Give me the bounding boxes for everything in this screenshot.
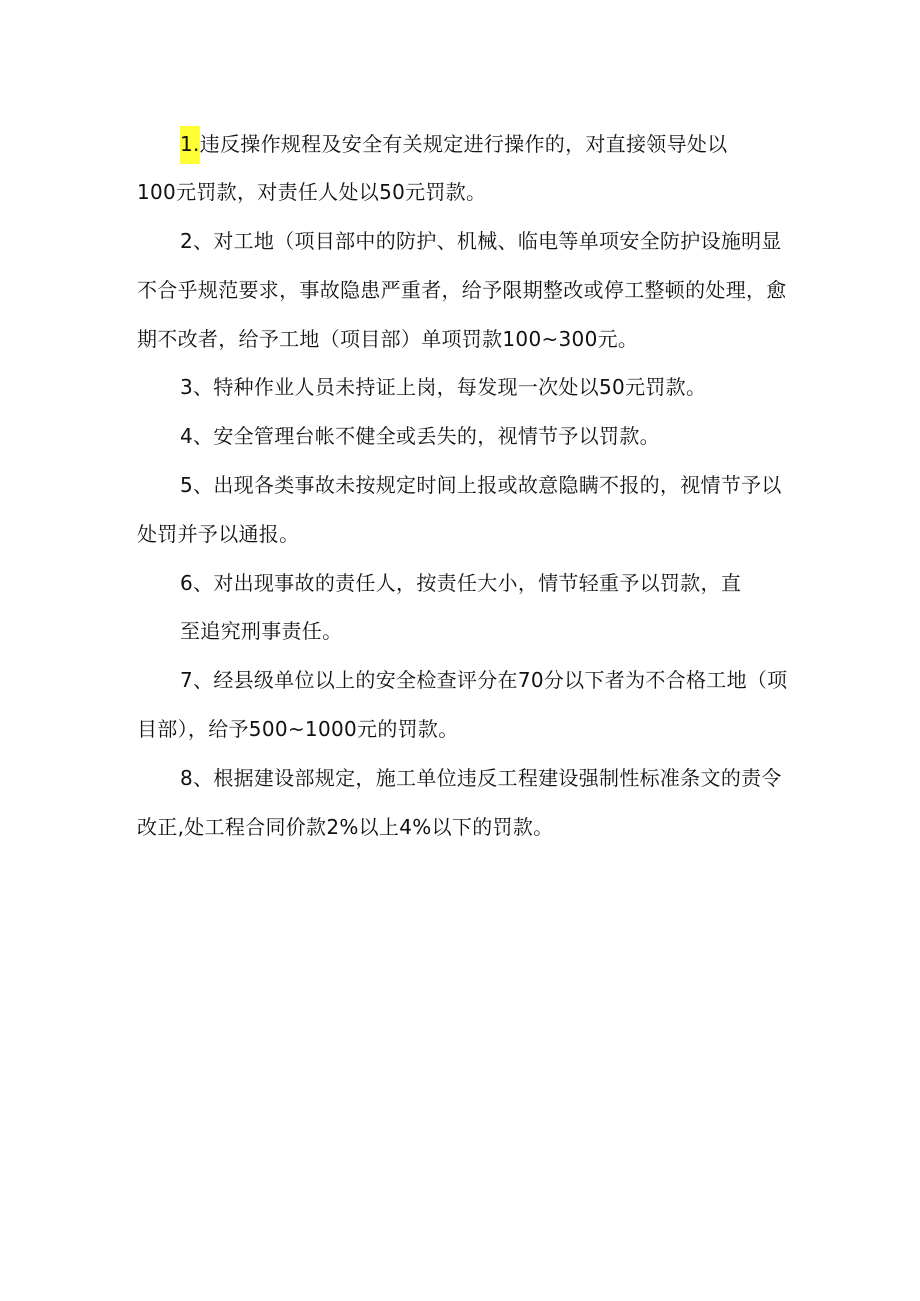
item-6-line-1: 6、对出现事故的责任人，按责任大小，情节轻重予以罚款，直 [180, 571, 742, 595]
item-1-line-1 [180, 130, 728, 158]
item-6-line-2: 至追究刑事责任。 [180, 619, 343, 643]
item-1-line-2: 100元罚款，对责任人处以50元罚款。 [137, 180, 487, 204]
item-5-line-1: 5、出现各类事故未按规定时间上报或故意隐瞒不报的，视情节予以 [180, 473, 782, 497]
item-7-line-2: 目部），给予500~1000元的罚款。 [137, 717, 459, 741]
item-5-line-2: 处罚并予以通报。 [137, 522, 300, 546]
item-2-line-2: 不合乎规范要求，事故隐患严重者，给予限期整改或停工整顿的处理，愈 [137, 278, 787, 302]
item-2-line-3: 期不改者，给予工地（项目部）单项罚款100~300元。 [137, 327, 639, 351]
item-8-line-2: 改正,处工程合同价款2%以上4%以下的罚款。 [137, 815, 554, 839]
item-1-number-highlight: 1. [180, 126, 200, 164]
item-1-text: 违反操作规程及安全有关规定进行操作的，对直接领导处以 [199, 132, 728, 156]
item-3-line-1: 3、特种作业人员未持证上岗，每发现一次处以50元罚款。 [180, 375, 707, 399]
item-7-line-1: 7、经县级单位以上的安全检查评分在70分以下者为不合格工地（项 [180, 668, 788, 692]
item-4-line-1: 4、安全管理台帐不健全或丢失的，视情节予以罚款。 [180, 424, 660, 448]
item-2-line-1: 2、对工地（项目部中的防护、机械、临电等单项安全防护设施明显 [180, 229, 782, 253]
item-8-line-1: 8、根据建设部规定，施工单位违反工程建设强制性标准条文的责令 [180, 766, 782, 790]
